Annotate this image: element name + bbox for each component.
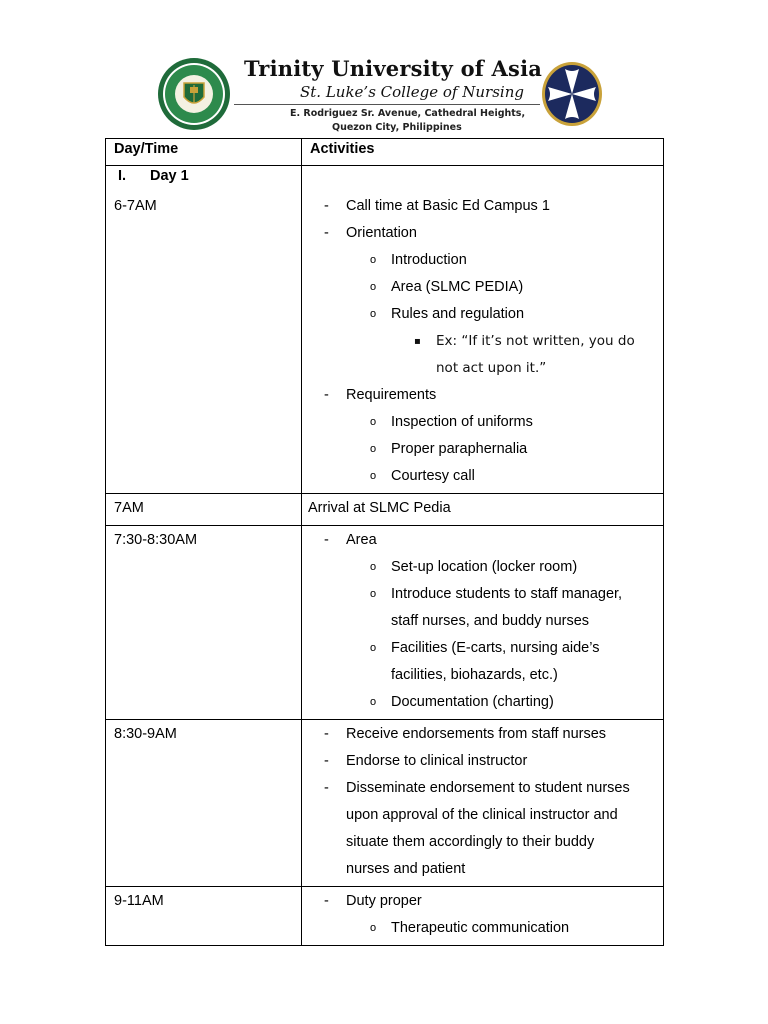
list-item: upon approval of the clinical instructor and	[346, 807, 618, 823]
table-row	[106, 720, 664, 887]
list-item: o Inspection of uniforms	[370, 414, 533, 430]
activities-cell	[302, 494, 664, 526]
list-item: - Disseminate endorsement to student nurses	[324, 780, 630, 796]
header-divider	[234, 104, 540, 105]
list-item: o Facilities (E-carts, nursing aide’s	[370, 640, 600, 656]
list-item: o Introduction	[370, 252, 467, 268]
list-item: staff nurses, and buddy nurses	[391, 613, 590, 629]
list-item: Arrival at SLMC Pedia	[308, 500, 451, 516]
time-label: 6-7AM	[114, 198, 157, 214]
college-name: St. Luke’s College of Nursing	[300, 83, 524, 101]
column-header-activities: Activities	[302, 139, 664, 166]
list-item: not act upon it.”	[436, 360, 547, 376]
time-label: 9-11AM	[114, 893, 164, 909]
address-line-1: E. Rodriguez Sr. Avenue, Cathedral Heights,	[290, 108, 526, 119]
time-label: 7:30-8:30AM	[114, 532, 198, 548]
table-row	[106, 166, 664, 494]
activities-cell	[302, 720, 664, 887]
table-header-row	[106, 139, 664, 166]
time-cell	[106, 526, 302, 720]
list-item: - Area	[324, 532, 377, 548]
cross-emblem-logo	[541, 61, 603, 127]
day-text: Day 1	[150, 168, 189, 184]
list-item: - Orientation	[324, 225, 417, 241]
list-item: o Courtesy call	[370, 468, 475, 484]
time-cell	[106, 494, 302, 526]
time-cell	[106, 720, 302, 887]
list-item: o Area (SLMC PEDIA)	[370, 279, 524, 295]
list-item: - Call time at Basic Ed Campus 1	[324, 198, 550, 214]
list-item: - Receive endorsements from staff nurses	[324, 726, 607, 742]
list-item: - Duty proper	[324, 893, 422, 909]
list-item: nurses and patient	[346, 861, 466, 877]
address-line-2: Quezon City, Philippines	[332, 122, 462, 133]
time-cell	[106, 166, 302, 494]
list-item: o Therapeutic communication	[370, 920, 570, 936]
list-item: ▪ Ex: “If it’s not written, you do	[414, 333, 635, 349]
activities-cell	[302, 166, 664, 494]
time-cell	[106, 887, 302, 946]
list-item: - Requirements	[324, 387, 437, 403]
list-item: o Proper paraphernalia	[370, 441, 528, 457]
list-item: o Documentation (charting)	[370, 694, 554, 710]
university-name: Trinity University of Asia	[244, 56, 543, 81]
time-label: 7AM	[114, 500, 144, 516]
day-label	[106, 166, 301, 192]
list-item: facilities, biohazards, etc.)	[391, 667, 558, 683]
list-item: o Introduce students to staff manager,	[370, 586, 623, 602]
table-row	[106, 887, 664, 946]
column-header-daytime: Day/Time	[106, 139, 302, 166]
table-row	[106, 494, 664, 526]
activities-cell	[302, 887, 664, 946]
list-item: o Rules and regulation	[370, 306, 525, 322]
list-item: - Endorse to clinical instructor	[324, 753, 528, 769]
list-item: situate them accordingly to their buddy	[346, 834, 595, 850]
schedule-table	[105, 138, 664, 946]
day-roman: I.	[118, 168, 127, 184]
list-item: o Set-up location (locker room)	[370, 559, 578, 575]
activities-cell	[302, 526, 664, 720]
time-label: 8:30-9AM	[114, 726, 177, 742]
university-seal-logo	[157, 57, 231, 131]
table-row	[106, 526, 664, 720]
